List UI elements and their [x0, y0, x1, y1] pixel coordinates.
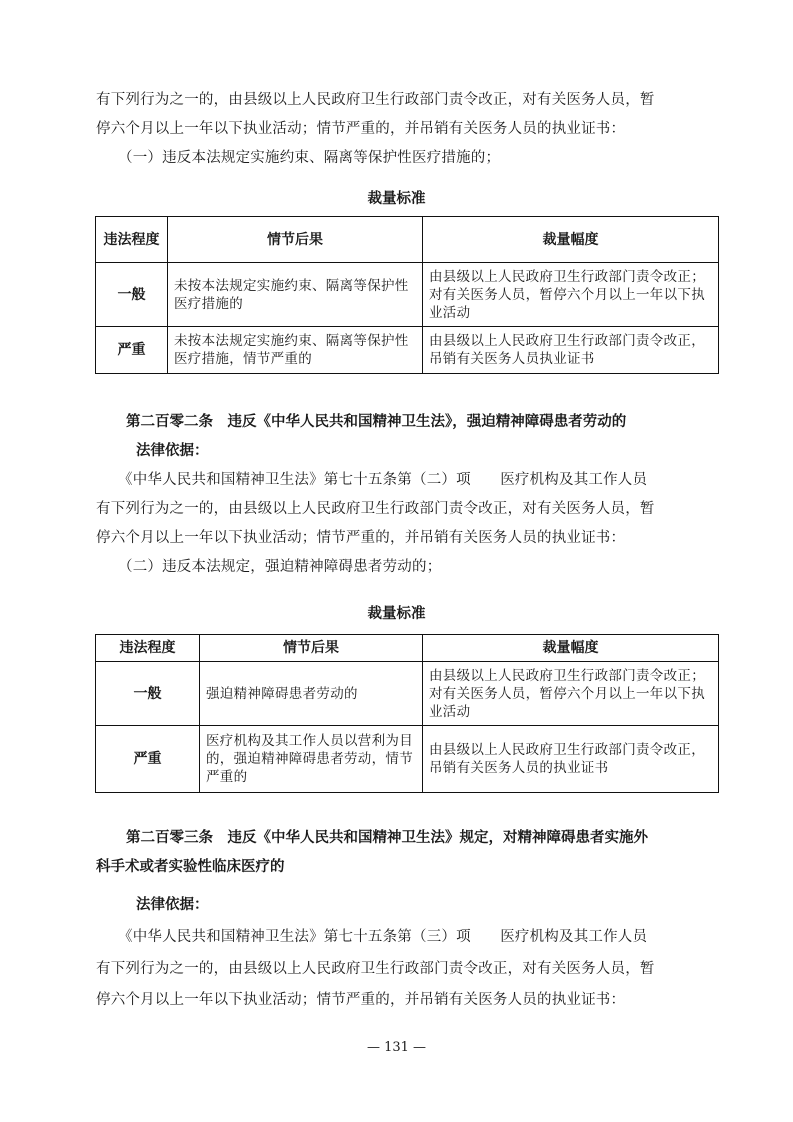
- table-row: [96, 726, 719, 793]
- column-header: 情节后果: [168, 217, 423, 263]
- article-heading: 第二百零二条 违反《中华人民共和国精神卫生法》，强迫精神障碍患者劳动的: [126, 414, 627, 430]
- article-heading: 第二百零三条 违反《中华人民共和国精神卫生法》规定，对精神障碍患者实施外: [126, 830, 648, 846]
- table-caption: 裁量标准: [367, 191, 426, 207]
- consequence-cell: 医疗机构及其工作人员以营利为目的，强迫精神障碍患者劳动，情节严重的: [200, 726, 423, 793]
- column-header: 裁量幅度: [423, 217, 719, 263]
- paragraph-line: 停六个月以上一年以下执业活动；情节严重的，并吊销有关医务人员的执业证书：: [96, 992, 626, 1008]
- level-cell: 一般: [96, 662, 200, 726]
- paragraph-line: 有下列行为之一的，由县级以上人民政府卫生行政部门责令改正，对有关医务人员，暂: [96, 501, 655, 517]
- consequence-cell: 强迫精神障碍患者劳动的: [200, 662, 423, 726]
- table-header-row: [96, 635, 719, 662]
- column-header: 违法程度: [96, 635, 200, 662]
- table-caption: 裁量标准: [367, 606, 426, 622]
- table-row: [96, 263, 719, 327]
- table-row: [96, 327, 719, 374]
- paragraph-line: 有下列行为之一的，由县级以上人民政府卫生行政部门责令改正，对有关医务人员，暂: [96, 92, 655, 108]
- column-header: 违法程度: [96, 217, 168, 263]
- level-cell: 严重: [96, 726, 200, 793]
- basis-label: 法律依据：: [136, 897, 209, 913]
- list-item: （二）违反本法规定，强迫精神障碍患者劳动的；: [118, 559, 442, 575]
- column-header: 情节后果: [200, 635, 423, 662]
- level-cell: 严重: [96, 327, 168, 374]
- basis-label: 法律依据：: [136, 443, 209, 459]
- range-cell: 由县级以上人民政府卫生行政部门责令改正；对有关医务人员，暂停六个月以上一年以下执业活动: [423, 662, 719, 726]
- range-cell: 由县级以上人民政府卫生行政部门责令改正；对有关医务人员，暂停六个月以上一年以下执业活动: [423, 263, 719, 327]
- paragraph-line: 有下列行为之一的，由县级以上人民政府卫生行政部门责令改正，对有关医务人员，暂: [96, 961, 655, 977]
- table-row: [96, 662, 719, 726]
- penalty-table-2: [95, 634, 719, 793]
- penalty-table-1: [95, 216, 719, 374]
- paragraph-line: 《中华人民共和国精神卫生法》第七十五条第（三）项 医疗机构及其工作人员: [118, 929, 648, 945]
- table-header-row: [96, 217, 719, 263]
- page-number: — 131 —: [366, 1040, 427, 1055]
- paragraph-line: 《中华人民共和国精神卫生法》第七十五条第（二）项 医疗机构及其工作人员: [118, 472, 648, 488]
- list-item: （一）违反本法规定实施约束、隔离等保护性医疗措施的；: [118, 150, 501, 166]
- range-cell: 由县级以上人民政府卫生行政部门责令改正，吊销有关医务人员执业证书: [423, 327, 719, 374]
- consequence-cell: 未按本法规定实施约束、隔离等保护性医疗措施的: [168, 263, 423, 327]
- range-cell: 由县级以上人民政府卫生行政部门责令改正，吊销有关医务人员的执业证书: [423, 726, 719, 793]
- paragraph-line: 停六个月以上一年以下执业活动；情节严重的，并吊销有关医务人员的执业证书：: [96, 121, 626, 137]
- column-header: 裁量幅度: [423, 635, 719, 662]
- paragraph-line: 停六个月以上一年以下执业活动；情节严重的，并吊销有关医务人员的执业证书：: [96, 530, 626, 546]
- article-heading-cont: 科手术或者实验性临床医疗的: [96, 859, 285, 875]
- consequence-cell: 未按本法规定实施约束、隔离等保护性医疗措施，情节严重的: [168, 327, 423, 374]
- level-cell: 一般: [96, 263, 168, 327]
